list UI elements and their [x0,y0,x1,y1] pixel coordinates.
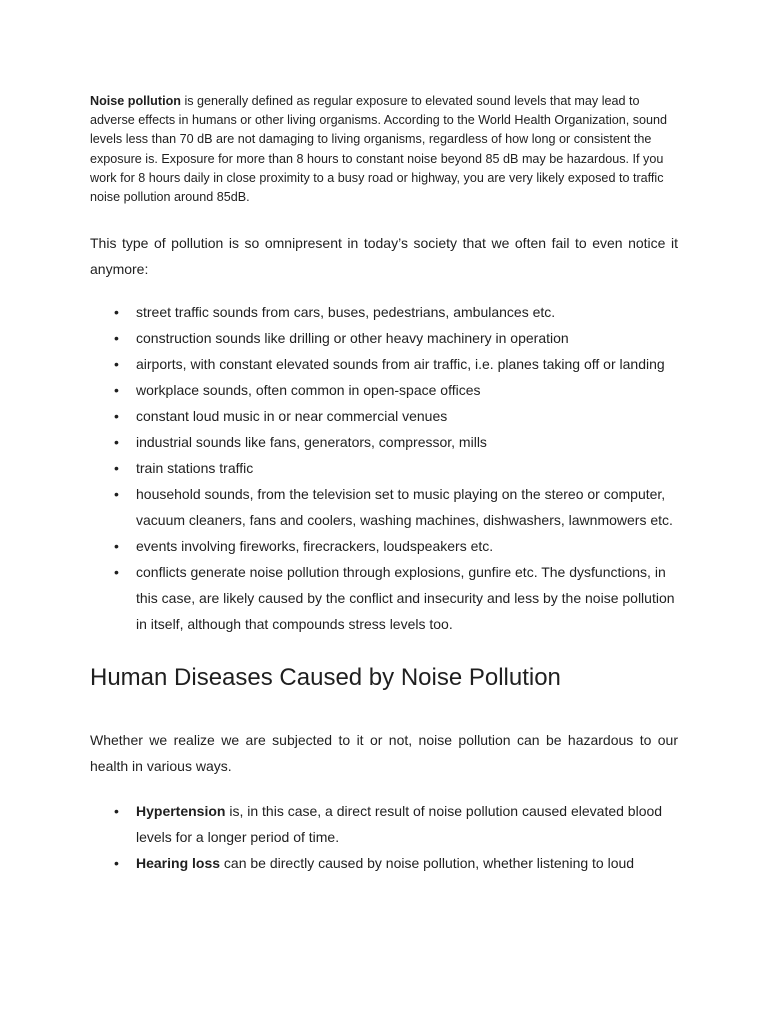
disease-text: can be directly caused by noise pollution, whether listening to loud [220,855,635,872]
list-item-text: construction sounds like drilling or other heavy machinery in operation [136,330,569,347]
list-item [90,325,678,351]
list-item-text: household sounds, from the television set to music playing on the stereo or computer, vacuum cleaners, fans and coolers, washing machines, dishwashers, lawnmowers etc. [136,486,673,529]
section-heading: Human Diseases Caused by Noise Pollution [90,664,561,692]
health-paragraph: Whether we realize we are subjected to it or not, noise pollution can be hazardous to our health in various ways. [90,732,678,775]
bullet-glyph: • [114,382,119,399]
list-item [90,455,678,481]
bullet-glyph: • [114,304,119,321]
bullet-glyph: • [114,330,119,347]
document-content [90,92,678,876]
list-item [90,533,678,559]
noise-sources-list [90,299,678,637]
list-item [90,850,678,876]
list-item-text: airports, with constant elevated sounds from air traffic, i.e. planes taking off or landing [136,356,665,373]
bullet-glyph: • [114,564,119,581]
intro-text: is generally defined as regular exposure to elevated sound levels that may lead to adverse effects in humans or other living organisms. According to the World Health Organization, sound levels less than 70 dB are not damaging to living organisms, regardless of how long or consistent the exposure is. Exposure for more than 8 hours to constant noise beyond 85 dB may be hazardous. If you work for 8 hours daily in close proximity to a busy road or highway, you are very likely exposed to traffic noise pollution around 85dB. [90,94,668,205]
list-item [90,559,678,637]
diseases-list [90,798,678,876]
omnipresent-paragraph: This type of pollution is so omnipresent in today’s society that we often fail to even notice it anymore: [90,235,678,278]
bullet-glyph: • [114,803,119,820]
disease-term: Hypertension [136,803,226,820]
list-item-text: conflicts generate noise pollution through explosions, gunfire etc. The dysfunctions, in this case, are likely caused by the conflict and insecurity and less by the noise pollution in itself, although that compounds stress levels too. [136,564,675,633]
intro-paragraph [90,92,678,207]
list-item-text: train stations traffic [136,460,254,477]
list-item [90,481,678,533]
intro-term: Noise pollution [90,94,181,108]
bullet-glyph: • [114,356,119,373]
list-item-text: industrial sounds like fans, generators, compressor, mills [136,434,487,451]
list-item-text: events involving fireworks, firecrackers, loudspeakers etc. [136,538,494,555]
bullet-glyph: • [114,408,119,425]
disease-term: Hearing loss [136,855,221,872]
bullet-glyph: • [114,486,119,503]
list-item [90,351,678,377]
list-item-text: street traffic sounds from cars, buses, pedestrians, ambulances etc. [136,304,556,321]
list-item [90,377,678,403]
bullet-glyph: • [114,434,119,451]
list-item-text: workplace sounds, often common in open-space offices [136,382,481,399]
list-item [90,429,678,455]
disease-text: is, in this case, a direct result of noise pollution caused elevated blood levels for a longer period of time. [136,803,663,846]
bullet-glyph: • [114,538,119,555]
list-item-text: constant loud music in or near commercial venues [136,408,448,425]
bullet-glyph: • [114,855,119,872]
list-item [90,299,678,325]
list-item [90,403,678,429]
list-item [90,798,678,850]
bullet-glyph: • [114,460,119,477]
